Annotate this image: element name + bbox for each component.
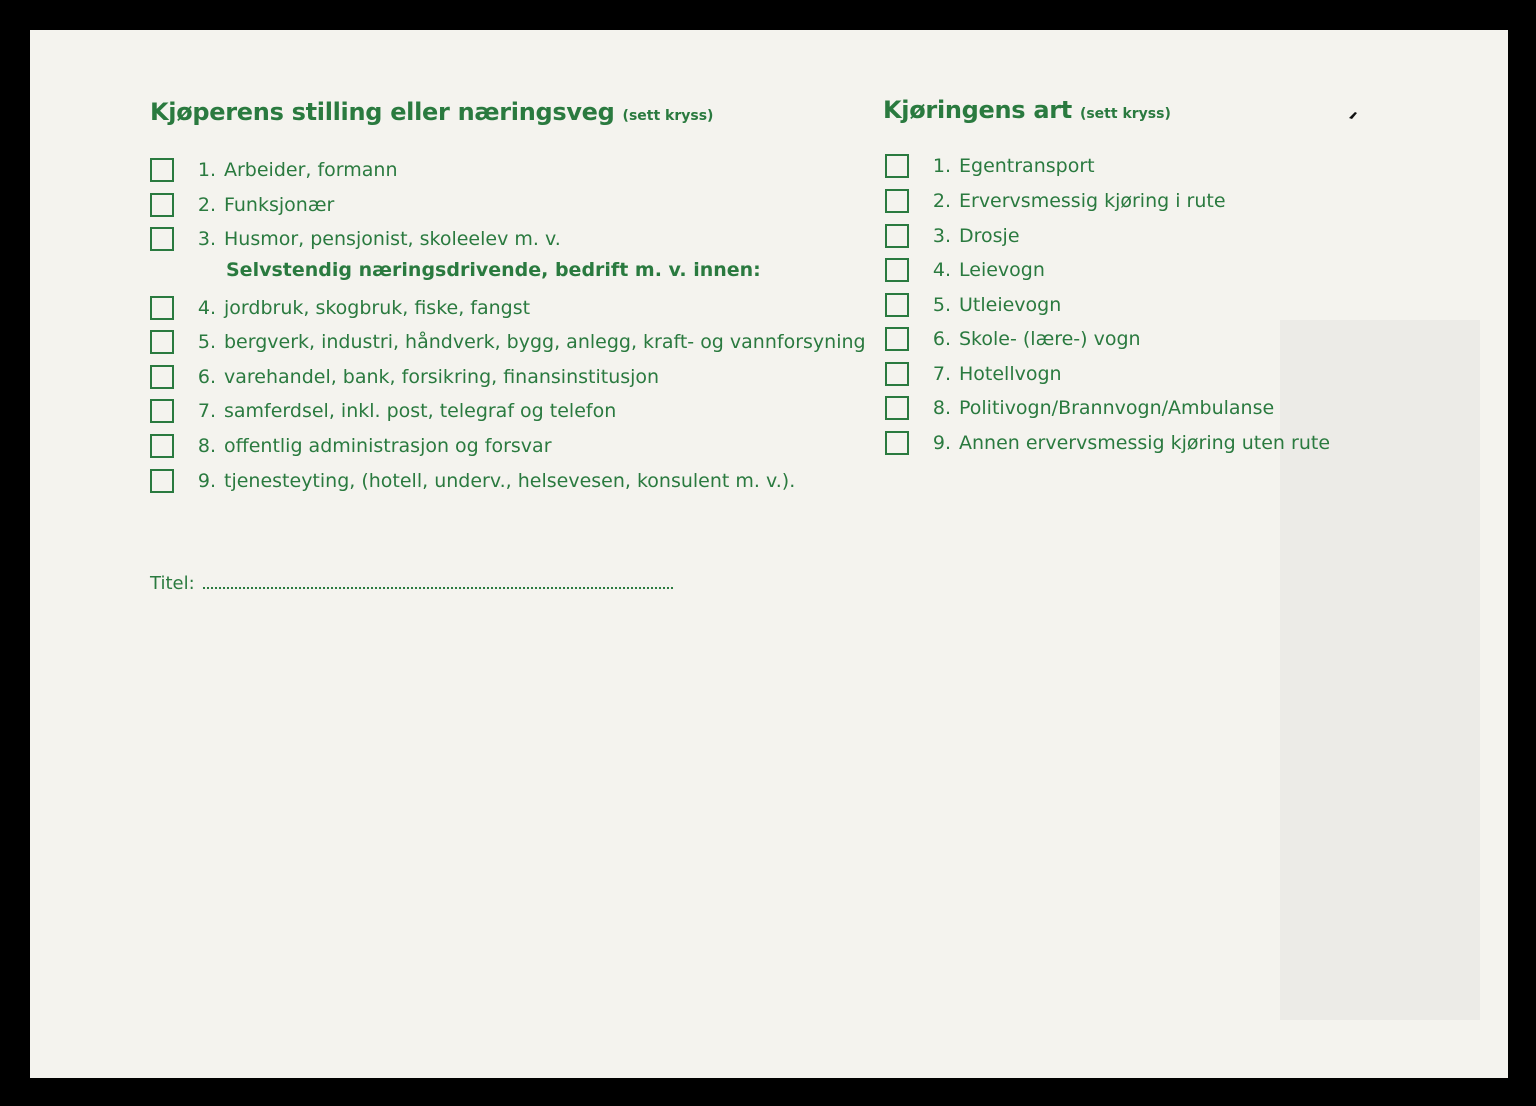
left-checkbox-1[interactable] [150, 158, 174, 182]
right-item-num: 9. [932, 432, 951, 454]
left-subheading: Selvstendig næringsdrivende, bedrift m. v. innen: [226, 259, 761, 281]
titel-label: Titel: [150, 573, 195, 594]
right-item-1 [885, 152, 1095, 180]
right-item-3 [885, 222, 1020, 250]
right-item-num: 1. [932, 155, 951, 177]
left-item-label: jordbruk, skogbruk, fiske, fangst [224, 297, 531, 319]
left-item-num: 4. [197, 297, 216, 319]
titel-dotted-line[interactable] [203, 587, 673, 589]
left-checkbox-7[interactable] [150, 399, 174, 423]
left-checkbox-2[interactable] [150, 193, 174, 217]
left-checkbox-3[interactable] [150, 227, 174, 251]
right-item-7 [885, 360, 1062, 388]
left-item-9 [150, 467, 795, 495]
right-item-2 [885, 187, 1226, 215]
left-checkbox-4[interactable] [150, 296, 174, 320]
left-checkbox-6[interactable] [150, 365, 174, 389]
right-checkbox-2[interactable] [885, 189, 909, 213]
right-item-label: Politivogn/Brannvogn/Ambulanse [959, 397, 1275, 419]
left-heading [150, 98, 713, 126]
right-checkbox-6[interactable] [885, 327, 909, 351]
form-card [30, 30, 1508, 1078]
left-item-num: 5. [197, 331, 216, 353]
left-item-label: bergverk, industri, håndverk, bygg, anlegg, kraft- og vannforsyning [224, 331, 866, 353]
right-item-label: Drosje [959, 225, 1020, 247]
left-item-label: Funksjonær [224, 194, 335, 216]
right-item-label: Egentransport [959, 155, 1095, 177]
right-item-label: Annen ervervsmessig kjøring uten rute [959, 432, 1331, 454]
left-item-7 [150, 397, 616, 425]
right-item-num: 5. [932, 294, 951, 316]
right-item-num: 8. [932, 397, 951, 419]
left-heading-text: Kjøperens stilling eller næringsveg [150, 98, 615, 126]
left-item-8 [150, 432, 552, 460]
right-checkbox-5[interactable] [885, 293, 909, 317]
show-through-block [1280, 320, 1480, 1020]
right-item-6 [885, 325, 1141, 353]
right-heading-note: (sett kryss) [1079, 106, 1171, 122]
right-item-num: 6. [932, 328, 951, 350]
right-item-label: Skole- (lære-) vogn [959, 328, 1141, 350]
right-item-8 [885, 394, 1274, 422]
left-item-label: Arbeider, formann [224, 159, 398, 181]
right-checkbox-4[interactable] [885, 258, 909, 282]
right-item-num: 7. [932, 363, 951, 385]
right-item-label: Leievogn [959, 259, 1045, 281]
left-item-num: 6. [197, 366, 216, 388]
right-checkbox-8[interactable] [885, 396, 909, 420]
left-item-3 [150, 225, 561, 253]
left-checkbox-5[interactable] [150, 330, 174, 354]
right-item-label: Ervervsmessig kjøring i rute [959, 190, 1226, 212]
right-item-5 [885, 291, 1061, 319]
left-item-label: samferdsel, inkl. post, telegraf og telefon [224, 400, 617, 422]
left-item-4 [150, 294, 530, 322]
left-item-num: 8. [197, 435, 216, 457]
left-checkbox-8[interactable] [150, 434, 174, 458]
left-item-num: 2. [197, 194, 216, 216]
left-item-num: 7. [197, 400, 216, 422]
left-checkbox-9[interactable] [150, 469, 174, 493]
left-item-label: tjenesteyting, (hotell, underv., helsevesen, konsulent m. v.). [224, 470, 796, 492]
left-item-num: 1. [197, 159, 216, 181]
titel-field[interactable] [150, 573, 673, 594]
right-item-4 [885, 256, 1045, 284]
right-item-num: 4. [932, 259, 951, 281]
right-heading-text: Kjøringens art [883, 96, 1072, 124]
right-item-label: Hotellvogn [959, 363, 1062, 385]
right-heading [883, 96, 1171, 124]
left-item-1 [150, 156, 398, 184]
right-checkbox-9[interactable] [885, 431, 909, 455]
left-item-5 [150, 328, 866, 356]
right-item-num: 3. [932, 225, 951, 247]
left-item-6 [150, 363, 659, 391]
right-item-label: Utleievogn [959, 294, 1062, 316]
ink-speck [1348, 110, 1358, 120]
left-item-num: 9. [197, 470, 216, 492]
left-item-label: varehandel, bank, forsikring, finansinstitusjon [224, 366, 660, 388]
left-item-num: 3. [197, 228, 216, 250]
left-item-label: offentlig administrasjon og forsvar [224, 435, 552, 457]
right-item-num: 2. [932, 190, 951, 212]
left-item-label: Husmor, pensjonist, skoleelev m. v. [224, 228, 561, 250]
right-checkbox-3[interactable] [885, 224, 909, 248]
right-checkbox-1[interactable] [885, 154, 909, 178]
right-checkbox-7[interactable] [885, 362, 909, 386]
left-heading-note: (sett kryss) [622, 108, 714, 124]
right-item-9 [885, 429, 1330, 457]
left-item-2 [150, 191, 334, 219]
